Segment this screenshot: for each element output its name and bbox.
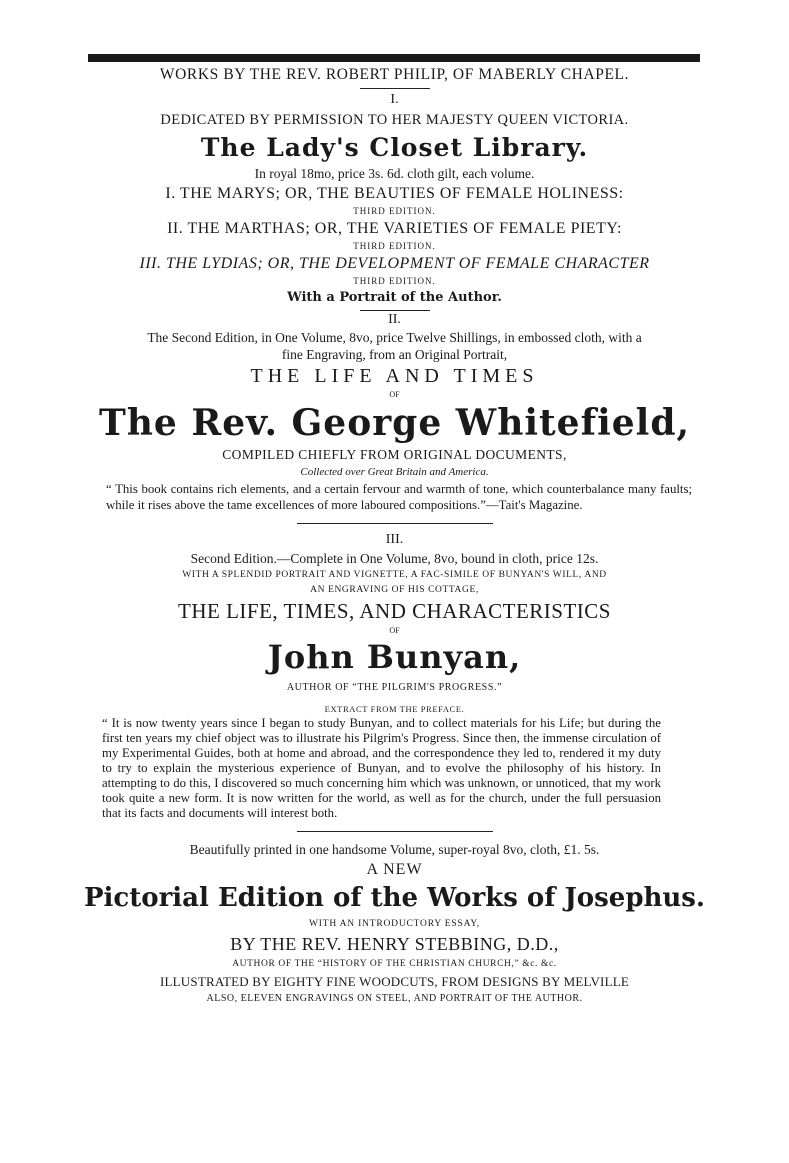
preface-extract xyxy=(102,716,661,821)
editor-credits: AUTHOR OF THE “HISTORY OF THE CHRISTIAN CHURCH,” &c. &c. xyxy=(232,959,557,969)
book-edition: THIRD EDITION. xyxy=(353,276,436,286)
top-rule xyxy=(88,54,700,62)
illustration-note: ILLUSTRATED BY EIGHTY FINE WOODCUTS, FROM DESIGNS BY MELVILLE xyxy=(159,974,629,989)
advertisement-page xyxy=(0,64,789,1007)
book-edition: THIRD EDITION. xyxy=(353,241,436,251)
book-title: THE LIFE AND TIMES xyxy=(250,365,539,387)
compiled-note: COMPILED CHIEFLY FROM ORIGINAL DOCUMENTS, xyxy=(222,447,567,462)
a-new-label: A NEW xyxy=(366,861,423,878)
essay-note: WITH AN INTRODUCTORY ESSAY, xyxy=(309,919,480,929)
contents-note: AN ENGRAVING OF HIS COTTAGE, xyxy=(310,585,479,595)
josephus-title: Pictorial Edition of the Works of Josephus. xyxy=(83,883,705,913)
preface-extract-text: “ It is now twenty years since I began to study Bunyan, and to collect materials for his Life; but during the first ten years my chief object was to illustrate his Pilgrim's Progress. Since then, the immense circulation of my Experimental Guides, both at home and abroad, and the correspondence they led to, rendered it my duty to try to explain the mysterious experience of Bunyan, and to evolve the philosophy of his history. In attempting to do this, I discovered so much concerning him which was unknown, or unnoticed, that my work took quite a new form. It is now written for the world, as well as for the church, under the full persuasion that its facts and documents will interest both. xyxy=(102,716,661,820)
divider xyxy=(297,831,493,832)
section-numeral: I. xyxy=(390,92,399,107)
portrait-note: With a Portrait of the Author. xyxy=(287,290,502,305)
divider xyxy=(360,88,430,89)
edition-description: The Second Edition, in One Volume, 8vo, price Twelve Shillings, in embossed cloth, with a xyxy=(147,330,642,345)
dedication: DEDICATED BY PERMISSION TO HER MAJESTY QUEEN VICTORIA. xyxy=(160,112,629,128)
extract-label: EXTRACT FROM THE PREFACE. xyxy=(324,704,465,714)
edition-note: Second Edition.—Complete in One Volume, 8vo, bound in cloth, price 12s. xyxy=(190,551,599,566)
edition-description: fine Engraving, from an Original Portrait, xyxy=(281,347,508,362)
book-title: THE LIFE, TIMES, AND CHARACTERISTICS xyxy=(178,599,611,623)
book-title: III. THE LYDIAS; OR, THE DEVELOPMENT OF FEMALE CHARACTER xyxy=(139,255,650,272)
series-title: The Lady's Closet Library. xyxy=(200,133,589,162)
collected-note: Collected over Great Britain and America. xyxy=(300,466,489,478)
section-numeral: II. xyxy=(388,312,401,327)
book-title: I. THE MARYS; OR, THE BEAUTIES OF FEMALE HOLINESS: xyxy=(165,185,624,202)
review-quote xyxy=(106,482,692,513)
price-note: In royal 18mo, price 3s. 6d. cloth gilt, each volume. xyxy=(254,166,535,181)
subject-name: John Bunyan, xyxy=(267,638,522,676)
page-header: WORKS BY THE REV. ROBERT PHILIP, OF MABERLY CHAPEL. xyxy=(159,66,630,83)
contents-note: WITH A SPLENDID PORTRAIT AND VIGNETTE, A FAC-SIMILE OF BUNYAN'S WILL, AND xyxy=(182,570,607,580)
of-label: OF xyxy=(389,390,400,399)
author-note: AUTHOR OF “THE PILGRIM'S PROGRESS.” xyxy=(286,682,503,693)
of-label: OF xyxy=(389,626,400,635)
subject-name: The Rev. George Whitefield, xyxy=(98,402,691,444)
section-numeral: III. xyxy=(385,532,404,547)
engravings-note: ALSO, ELEVEN ENGRAVINGS ON STEEL, AND PORTRAIT OF THE AUTHOR. xyxy=(206,993,583,1004)
print-note: Beautifully printed in one handsome Volume, super-royal 8vo, cloth, £1. 5s. xyxy=(189,842,600,857)
review-quote-text: “ This book contains rich elements, and a certain fervour and warmth of tone, which counterbalance many faults; while it rises above the tame excellences of more laboured compositions.”—Tait's Magazine. xyxy=(106,482,692,512)
book-edition: THIRD EDITION. xyxy=(353,206,436,216)
book-title: II. THE MARTHAS; OR, THE VARIETIES OF FEMALE PIETY: xyxy=(167,220,622,237)
divider xyxy=(297,523,493,524)
editor-line: BY THE REV. HENRY STEBBING, D.D., xyxy=(230,934,559,954)
